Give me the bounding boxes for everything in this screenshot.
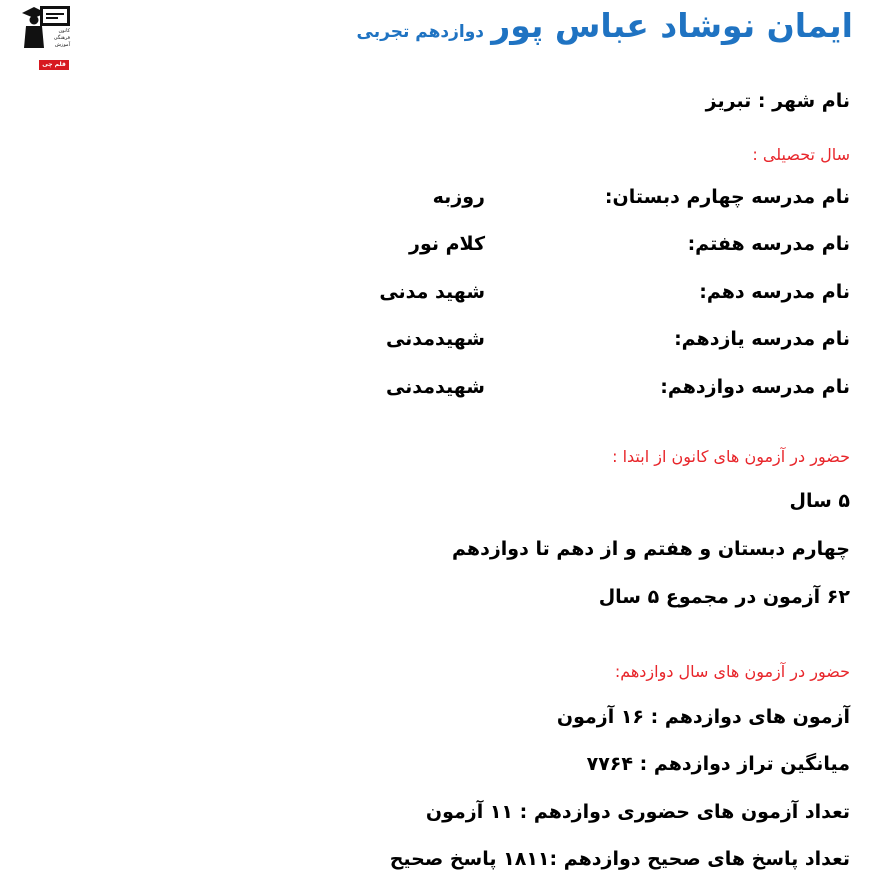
grade12-stat: آزمون های دوازدهم : ۱۶ آزمون: [556, 706, 850, 728]
grade-label: دوازدهم تجربی: [356, 22, 484, 42]
school-value: کلام نور: [409, 233, 485, 255]
academic-year-label: سال تحصیلی :: [752, 145, 850, 164]
school-value: شهیدمدنی: [385, 376, 485, 398]
attendance-grade12-heading: حضور در آزمون های سال دوازدهم:: [614, 662, 850, 681]
school-label: نام مدرسه دوازدهم:: [660, 376, 850, 398]
ghalamchi-logo: [20, 4, 70, 70]
grade12-stat: تعداد پاسخ های صحیح دوازدهم :۱۸۱۱ پاسخ صحیح: [389, 848, 850, 870]
school-row: [0, 281, 850, 311]
logo-line: آموزش: [54, 42, 70, 48]
attendance-line: ۶۲ آزمون در مجموع ۵ سال: [598, 586, 850, 608]
grade12-stat: تعداد آزمون های حضوری دوازدهم : ۱۱ آزمون: [425, 801, 850, 823]
school-row: [0, 376, 850, 406]
school-label: نام مدرسه دهم:: [699, 281, 850, 303]
school-label: نام مدرسه هفتم:: [687, 233, 850, 255]
school-row: [0, 233, 850, 263]
school-label: نام مدرسه یازدهم:: [674, 328, 850, 350]
student-name: ایمان نوشاد عباس پور: [491, 6, 853, 45]
logo-badge: قلم چی: [39, 60, 69, 70]
school-row: [0, 328, 850, 358]
school-value: شهید مدنی: [379, 281, 485, 303]
city: نام شهر : تبریز: [705, 90, 850, 112]
grade12-stat: میانگین تراز دوازدهم : ۷۷۶۴: [586, 753, 850, 775]
logo-line: کانون: [58, 28, 70, 34]
attendance-line: ۵ سال: [789, 490, 850, 512]
attendance-line: چهارم دبستان و هفتم و از دهم تا دوازدهم: [452, 538, 850, 560]
school-label: نام مدرسه چهارم دبستان:: [604, 186, 850, 208]
logo-line: فرهنگی: [53, 35, 70, 41]
school-value: روزبه: [432, 186, 485, 208]
school-value: شهیدمدنی: [385, 328, 485, 350]
attendance-since-start-heading: حضور در آزمون های کانون از ابتدا :: [612, 447, 850, 466]
logo-text: [40, 28, 70, 49]
school-row: [0, 186, 850, 216]
